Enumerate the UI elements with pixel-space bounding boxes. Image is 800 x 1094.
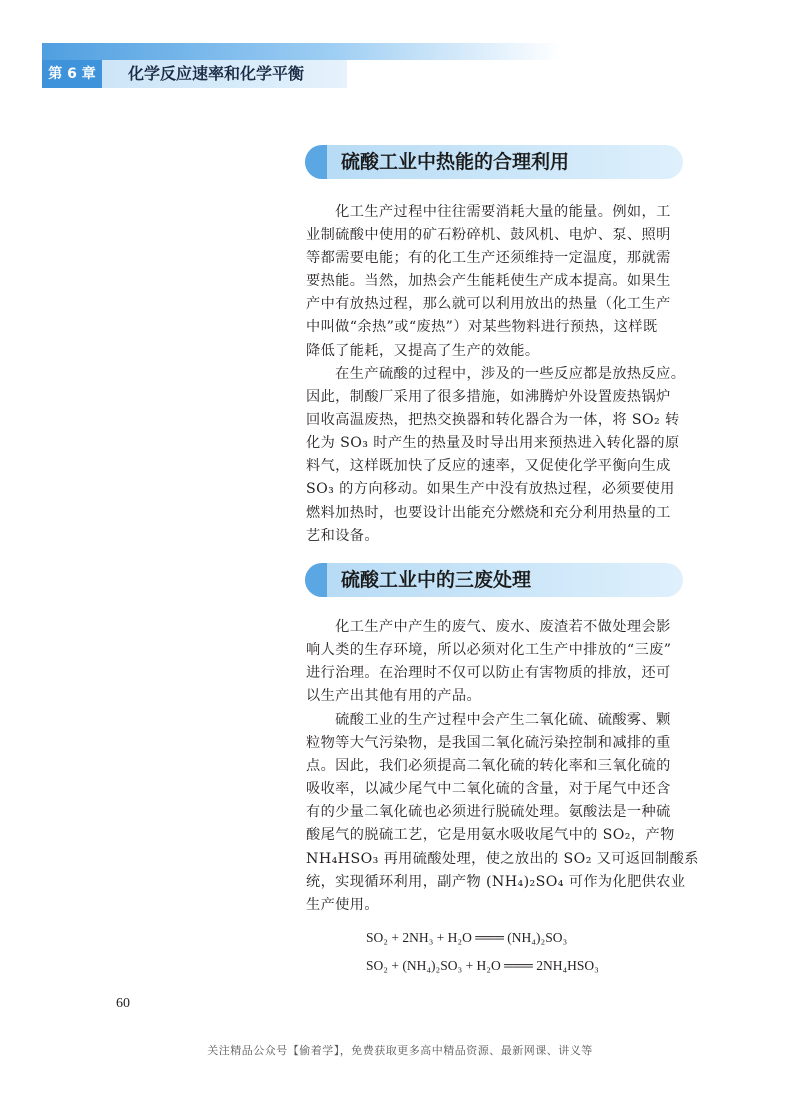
text-line: 中叫做“余热”或“废热”）对某些物料进行预热，这样既 bbox=[306, 319, 658, 336]
paragraph-heat-energy bbox=[306, 201, 684, 363]
text-line: 进行治理。在治理时不仅可以防止有害物质的排放，还可 bbox=[306, 665, 671, 682]
equation-1: SO₂ + 2NH₃ + H₂O ═══ (NH₄)₂SO₃ bbox=[366, 930, 568, 945]
text-line: 有的少量二氧化硫也必须进行脱硫处理。氨酸法是一种硫 bbox=[306, 804, 671, 821]
heading-accent bbox=[305, 563, 327, 597]
paragraph-three-wastes bbox=[306, 616, 684, 708]
text-line: 化工生产中产生的废气、废水、废渣若不做处理会影 bbox=[306, 619, 671, 635]
text-line: 料气，这样既加快了反应的速率，又促使化学平衡向生成 bbox=[306, 458, 671, 475]
section-heading-waste-treatment bbox=[305, 563, 683, 597]
text-line: 要热能。当然，加热会产生能耗使生产成本提高。如果生 bbox=[306, 273, 671, 290]
text-line: 降低了能耗，又提高了生产的效能。 bbox=[306, 342, 540, 359]
text-line: 硫酸工业的生产过程中会产生二氧化硫、硫酸雾、颗 bbox=[306, 712, 671, 728]
text-line: 粒物等大气污染物，是我国二氧化硫污染控制和减排的重 bbox=[306, 735, 671, 752]
section-title: 硫酸工业中热能的合理利用 bbox=[341, 151, 570, 173]
text-line: 等都需要电能；有的化工生产还须维持一定温度，那就需 bbox=[306, 250, 671, 267]
text-line: SO₃ 的方向移动。如果生产中没有放热过程，必须要使用 bbox=[306, 481, 675, 498]
text-line: NH₄HSO₃ 再用硫酸处理，使之放出的 SO₂ 又可返回制酸系 bbox=[306, 850, 699, 867]
text-line: 燃料加热时，也要设计出能充分燃烧和充分利用热量的工 bbox=[306, 504, 671, 521]
text-line: 统，实现循环利用，副产物 (NH₄)₂SO₄ 可作为化肥供农业 bbox=[306, 873, 686, 890]
equation-2: SO₂ + (NH₄)₂SO₃ + H₂O ═══ 2NH₄HSO₃ bbox=[366, 958, 599, 973]
text-line: 生产使用。 bbox=[306, 896, 379, 913]
page-number: 60 bbox=[116, 996, 130, 1011]
text-line: 因此，制酸厂采用了很多措施，如沸腾炉外设置废热锅炉 bbox=[306, 389, 671, 406]
chapter-header-strip bbox=[42, 43, 562, 60]
text-line: 点。因此，我们必须提高二氧化硫的转化率和三氧化硫的 bbox=[306, 758, 671, 775]
heading-accent bbox=[305, 145, 327, 179]
text-line: 回收高温废热，把热交换器和转化器合为一体，将 SO₂ 转 bbox=[306, 412, 680, 429]
chapter-number: 第 6 章 bbox=[42, 60, 102, 88]
chapter-title: 化学反应速率和化学平衡 bbox=[128, 64, 305, 83]
text-line: 以生产出其他有用的产品。 bbox=[306, 688, 482, 705]
section-title: 硫酸工业中的三废处理 bbox=[341, 569, 532, 591]
section-heading-heat-utilization bbox=[305, 145, 683, 179]
paragraph-exothermic-reactions bbox=[306, 363, 684, 548]
text-line: 吸收率，以减少尾气中二氧化硫的含量，对于尾气中还含 bbox=[306, 781, 671, 798]
paragraph-desulfurization bbox=[306, 709, 699, 917]
footer-note: 关注精品公众号【偷着学】，免费获取更多高中精品资源、最新网课、讲义等 bbox=[207, 1044, 593, 1057]
text-line: 酸尾气的脱硫工艺，它是用氨水吸收尾气中的 SO₂，产物 bbox=[306, 827, 675, 844]
text-line: 产中有放热过程，那么就可以利用放出的热量（化工生产 bbox=[306, 296, 671, 313]
text-line: 化工生产过程中往往需要消耗大量的能量。例如，工 bbox=[306, 204, 671, 220]
text-line: 艺和设备。 bbox=[306, 527, 379, 544]
text-line: 业制硫酸中使用的矿石粉碎机、鼓风机、电炉、泵、照明 bbox=[306, 227, 671, 244]
text-line: 化为 SO₃ 时产生的热量及时导出用来预热进入转化器的原 bbox=[306, 435, 680, 452]
text-line: 在生产硫酸的过程中，涉及的一些反应都是放热反应。 bbox=[306, 366, 686, 382]
text-line: 响人类的生存环境，所以必须对化工生产中排放的“三废” bbox=[306, 642, 672, 659]
